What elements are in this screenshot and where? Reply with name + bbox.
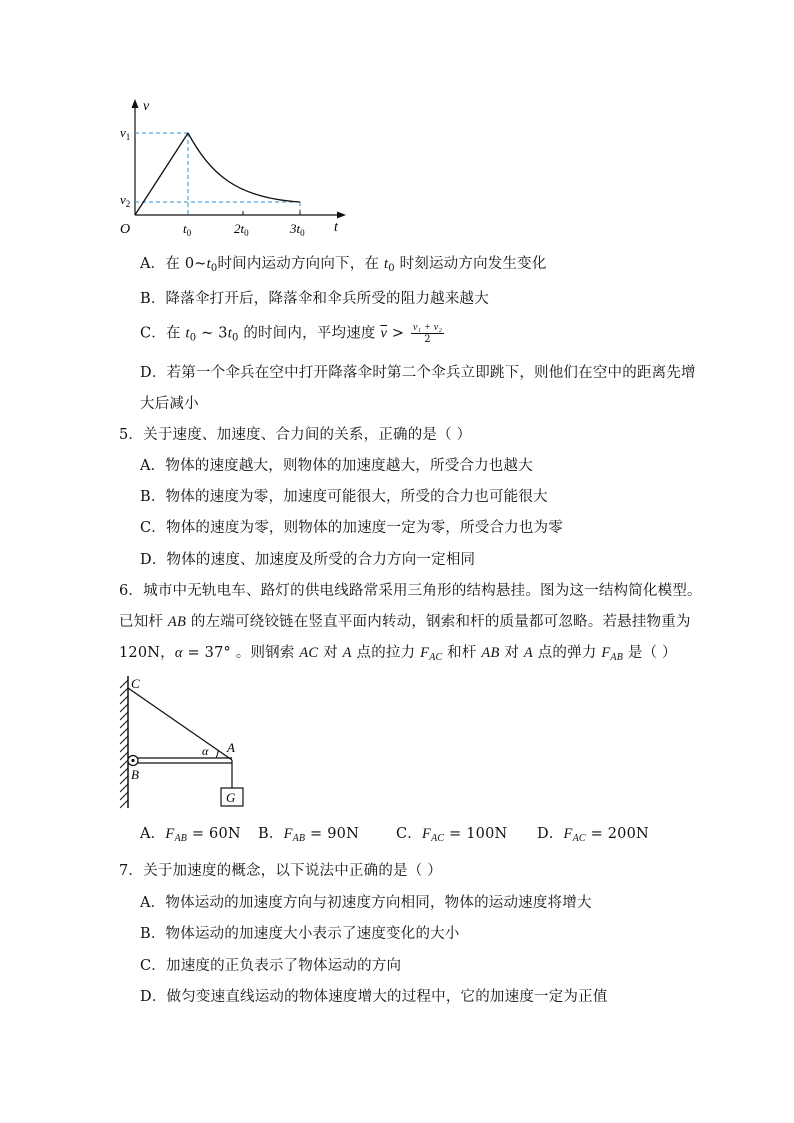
- q4-option-c: C．在 $t_0$ ~ $3t_0$ 的时间内，平均速度 $\overline{v}$ > $\frac{\text{v₁ + v₂}}{2}$: [140, 322, 443, 345]
- q7-option-b: B．物体运动的加速度大小表示了速度变化的大小: [140, 926, 460, 942]
- label-g: G: [226, 790, 236, 805]
- q7-option-a: A．物体运动的加速度方向与初速度方向相同，物体的运动速度将增大: [140, 895, 592, 911]
- q6-option-c: C．$F_{AC} = 100N$: [396, 826, 508, 844]
- q5-option-c: C．物体的速度为零，则物体的加速度一定为零，所受合力也为零: [140, 520, 563, 536]
- fraction-v1-v2: $\frac{\text{v₁ + v₂}}{2}$: [413, 322, 443, 345]
- q6-stem-line3: 120N，α = 37° 。则钢索 AC 对 A 点的拉力 $F_{AC}$ 和杆 AB 对 A 点的弹力 $F_{AB}$ 是（ ）: [119, 645, 677, 663]
- y-axis-label: v: [143, 99, 150, 114]
- x-axis-arrow: [337, 212, 346, 219]
- label-c: C: [131, 676, 140, 691]
- 2t0-label: $2t_0$: [234, 221, 249, 238]
- q4-option-d-line2: 大后减小: [140, 396, 199, 412]
- accelerating-segment: [135, 133, 188, 215]
- 3t0-label: $3t_0$: [290, 221, 305, 238]
- v1-label: $v_1$: [120, 125, 131, 142]
- label-b: B: [131, 767, 139, 782]
- t0-label: $t_0$: [183, 221, 192, 238]
- q6-option-a: A．$F_{AB} = 60N$: [140, 826, 241, 844]
- q5-stem: 5．关于速度、加速度、合力间的关系，正确的是（ ）: [119, 427, 472, 443]
- q4-option-d-line1: D．若第一个伞兵在空中打开降落伞时第二个伞兵立即跳下，则他们在空中的距离先增: [140, 365, 696, 381]
- decelerating-curve: [188, 133, 300, 202]
- q7-option-c: C．加速度的正负表示了物体运动的方向: [140, 958, 402, 974]
- cable-rod-diagram: [112, 672, 252, 817]
- q5-option-b: B．物体的速度为零，加速度可能很大，所受的合力也可能很大: [140, 489, 548, 505]
- x-axis-label: t: [334, 220, 338, 235]
- angle-arc: [216, 751, 218, 758]
- q4-option-b: B．降落伞打开后，降落伞和伞兵所受的阻力越来越大: [140, 291, 489, 307]
- label-alpha: α: [202, 744, 209, 758]
- y-axis-arrow: [132, 99, 139, 108]
- wall-hatching: [120, 680, 128, 808]
- q4-option-a: A．在 $0\sim t_0$时间内运动方向向下，在 $t_0$ 时刻运动方向发生变化: [140, 256, 547, 274]
- q6-stem-line2: 已知杆 AB 的左端可绕铰链在竖直平面内转动，钢索和杆的质量都可忽略。若悬挂物重为: [119, 614, 691, 630]
- q5-option-d: D．物体的速度、加速度及所受的合力方向一定相同: [140, 552, 476, 568]
- q5-option-a: A．物体的速度越大，则物体的加速度越大，所受合力也越大: [140, 458, 533, 474]
- v2-label: $v_2$: [120, 192, 131, 209]
- q6-option-d: D．$F_{AC} = 200N$: [537, 826, 649, 844]
- q7-stem: 7．关于加速度的概念，以下说法中正确的是（ ）: [119, 863, 442, 879]
- label-a: A: [227, 740, 235, 755]
- q7-option-d: D．做匀变速直线运动的物体速度增大的过程中，它的加速度一定为正值: [140, 989, 608, 1005]
- origin-label: O: [120, 222, 131, 237]
- velocity-time-graph: [110, 95, 360, 245]
- q6-stem-line1: 6．城市中无轨电车、路灯的供电线路常采用三角形的结构悬挂。图为这一结构简化模型。: [119, 583, 702, 599]
- cable-ac: [128, 688, 232, 760]
- q6-option-b: B．$F_{AB} = 90N$: [258, 826, 359, 844]
- hinge-pin: [131, 759, 134, 762]
